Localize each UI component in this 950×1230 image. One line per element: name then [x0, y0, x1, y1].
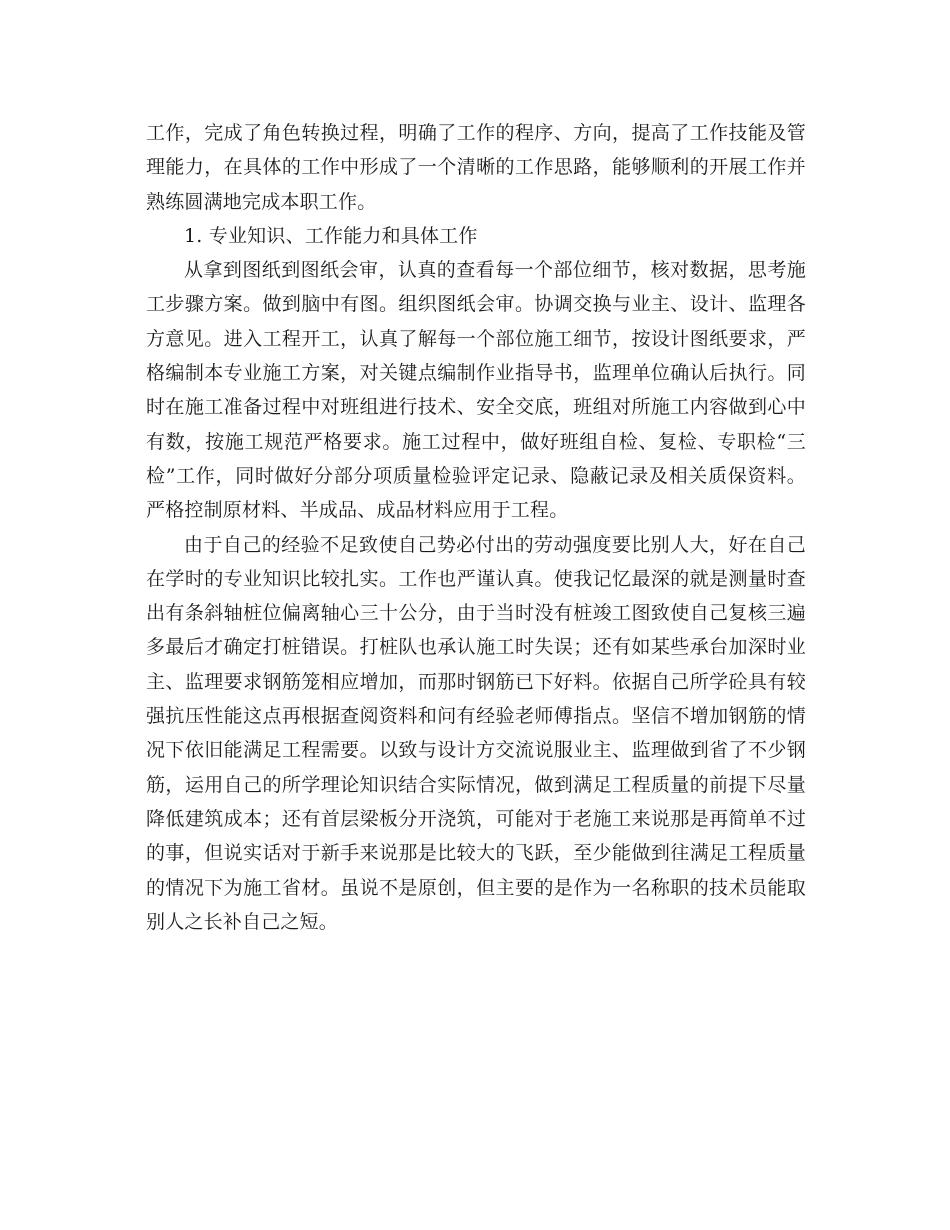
- paragraph-drawing-review: 从拿到图纸到图纸会审，认真的查看每一个部位细节，核对数据，思考施工步骤方案。做到脑中有图。组织图纸会审。协调交换与业主、设计、监理各方意见。进入工程开工，认真了解每一个部位施工细节，按设计图纸要求，严格编制本专业施工方案，对关键点编制作业指导书，监理单位确认后执行。同时在施工准备过程中对班组进行技术、安全交底，班组对所施工内容做到心中有数，按施工规范严格要求。施工过程中，做好班组自检、复检、专职检“三检”工作，同时做好分部分项质量检验评定记录、隐蔽记录及相关质保资料。严格控制原材料、半成品、成品材料应用于工程。: [146, 259, 806, 522]
- paragraph-experience: 由于自己的经验不足致使自己势必付出的劳动强度要比别人大，好在自己在学时的专业知识比较扎实。工作也严谨认真。使我记忆最深的就是测量时查出有条斜轴桩位偏离轴心三十公分，由于当时没有桩竣工图致使自己复核三遍多最后才确定打桩错误。打桩队也承认施工时失误；还有如某些承台加深时业主、监理要求钢筋笼相应增加，而那时钢筋已下好料。依据自己所学砼具有较强抗压性能这点再根据查阅资料和问有经验老师傅指点。坚信不增加钢筋的情况下依旧能满足工程需要。以致与设计方交流说服业主、监理做到省了不少钢筋，运用自己的所学理论知识结合实际情况，做到满足工程质量的前提下尽量降低建筑成本；还有首层梁板分开浇筑，可能对于老施工来说那是再简单不过的事，但说实话对于新手来说那是比较大的飞跃，至少能做到往满足工程质量的情况下为施工省材。虽说不是原创，但主要的是作为一名称职的技术员能取别人之长补自己之短。: [146, 533, 806, 933]
- section-heading: 1. 专业知识、工作能力和具体工作: [184, 224, 478, 247]
- document-body: [146, 116, 806, 939]
- paragraph-continuation: 工作，完成了角色转换过程，明确了工作的程序、方向，提高了工作技能及管理能力，在具体的工作中形成了一个清晰的工作思路，能够顺利的开展工作并熟练圆满地完成本职工作。: [146, 122, 806, 213]
